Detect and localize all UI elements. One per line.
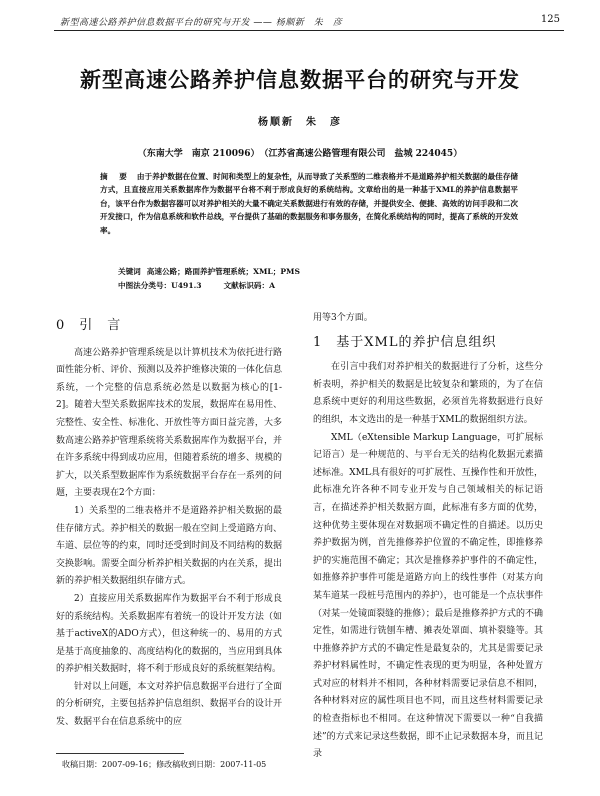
section-title: 基于XML的养护信息组织 [336, 334, 497, 350]
header-rule [54, 30, 564, 31]
right-column [313, 310, 543, 764]
section-heading-xml [313, 334, 543, 352]
section-number: 0 [56, 318, 66, 333]
paragraph: 2）直接应用关系数据库作为数据平台不利于形成良好的系统结构。关系数据库有着统一的设计开发方法（如基于activeX的ADO方式），但这种统一的、易用的方式是基于高度抽象的、高度结构化的数据的，当应用到具体的养护相关数据时，将不利于形成良好的系统框架结构。 [56, 593, 282, 675]
paragraph: 针对以上问题，本文对养护信息数据平台进行了全面的分析研究，主要包括养护信息组织、数据平台的设计开发、数据平台在信息系统中的应 [56, 681, 282, 728]
keywords [118, 266, 300, 277]
clc-value: U491.3 [171, 281, 202, 290]
authors: 杨顺新 朱 彦 [258, 117, 342, 128]
abstract-text: 由于养护数据在位置、时间和类型上的复杂性，从而导致了关系型的二维表格并不是道路养护相关数据的最佳存储方式，且直接应用关系数据库作为数据平台将不利于形成良好的系统结构。文章给出的是一种基于XML的养护信息数据平台，该平台作为数据容器可以对养护相关的大量不确定关系数据进行有效的存储，并提供安全、便捷、高效的访问手段和二次开发接口，作为信息系统和软件总线，平台提供了基础的数据服务和事务服务，在简化系统结构的同时，提高了系统的开发效率。 [100, 172, 518, 235]
paragraph-continuation: 用等3个方面。 [313, 313, 373, 323]
paragraph: 在引言中我们对养护相关的数据进行了分析，这些分析表明，养护相关的数据是比较复杂和繁琐的，为了在信息系统中更好的利用这些数据，必须首先将数据进行良好的组织，本文选出的是一种基于XML的数据组织方法。 [313, 362, 543, 425]
doc-code-label: 文献标识码： [223, 281, 270, 290]
keywords-label: 关键词 [118, 267, 141, 276]
paragraph: 高速公路养护管理系统是以计算机技术为依托进行路面性能分析、评价、预测以及养护维修决策的一体化信息系统，一个完整的信息系统必然是以数据为核心的[1-2]。随着大型关系数据库技术的发展，数据库在易用性、完整性、安全性、标准化、开放性等方面日益完善，大多数高速公路养护管理系统将关系数据库作为数据平台，并在许多系统中得到成功应用，但随着系统的增多、规模的扩大，以关系型数据库作为系统数据平台存在一系列的问题，主要表现在2个方面： [56, 347, 282, 499]
abstract-label: 摘 要 [100, 172, 129, 181]
paper-title: 新型高速公路养护信息数据平台的研究与开发 [80, 67, 520, 92]
received-date-footnote: 收稿日期：2007-09-16；修改稿收到日期：2007-11-05 [62, 760, 267, 769]
footnote-rule [56, 753, 184, 754]
left-column [56, 317, 282, 732]
keywords-text: 高速公路；路面养护管理系统；XML；PMS [146, 267, 300, 276]
classification [118, 280, 275, 291]
section-title: 引 言 [79, 318, 122, 333]
affiliation: （东南大学 南京 210096） （江苏省高速公路管理有限公司 盐城 224045） [137, 149, 463, 159]
running-head: 新型高速公路养护信息数据平台的研究与开发 —— 杨顺新 朱 彦 [60, 18, 343, 28]
abstract [100, 170, 518, 237]
section-heading-intro [56, 317, 282, 335]
section-number: 1 [313, 334, 323, 350]
paragraph: XML（eXtensible Markup Language，可扩展标记语言）是一种规范的、与平台无关的结构化数据元素描述标准。XML具有很好的可扩展性、互操作性和开放性，此标准允许各种不同专业开发与自己领域相关的标记语言，在描述养护相关数据方面，此标准有多方面的优势，这种优势主要体现在对数据项不确定性的自描述。以历史养护数据为例，首先推修养护位置的不确定性，即推修养护的实施范围不确定；其次是推修养护事件的不确定性，如推修养护事件可能是道路方向上的线性事件（对某方向某车道某一段桩号范围内的养护），也可能是一个点状事件（对某一处镜面裂缝的推修）；最后是推修养护方式的不确定性，如需进行铣刨车槽、摊表处罩面、填补裂缝等。其中推修养护方式的不确定性是最复杂的，尤其是需要记录养护材料属性时，不确定性表现的更为明显，各种处置方式对应的材料并不相同，各种材料需要记录信息不相同，各种材料对应的属性项目也不同，而且这些材料需要记录的检查指标也不相同。在这种情况下需要以一种“自我描述”的方式来记录这些数据，即不止记录数据本身，而且记录 [313, 432, 543, 760]
paragraph: 1）关系型的二维表格并不是道路养护相关数据的最佳存储方式。养护相关的数据一般在空间上受道路方向、车道、层位等的约束，同时还受到时间及不同结构的数据交换影响。需要全面分析养护相关数据的内在关系，提出新的养护相关数据组织存储方式。 [56, 505, 282, 587]
page-number: 125 [540, 14, 560, 25]
doc-code-value: A [269, 281, 276, 290]
clc-label: 中图法分类号： [118, 281, 172, 290]
